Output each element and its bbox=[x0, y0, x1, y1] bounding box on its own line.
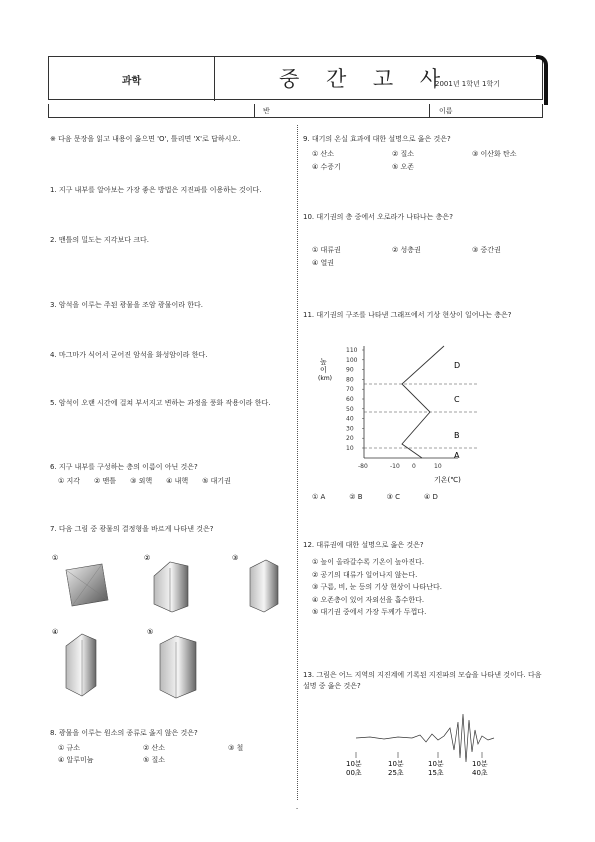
seismic-wave bbox=[356, 714, 494, 762]
column-divider bbox=[297, 125, 298, 800]
seismogram bbox=[340, 700, 500, 782]
question-10: 10. 대기권의 층 중에서 오로라가 나타나는 층은? bbox=[303, 213, 453, 221]
q8-option-5[interactable]: ⑤ 질소 bbox=[143, 756, 166, 764]
q12-option-2[interactable]: ② 공기의 대류가 일어나지 않는다. bbox=[312, 570, 418, 579]
q8-option-1[interactable]: ① 규소 bbox=[58, 744, 81, 752]
q10-options bbox=[312, 245, 547, 268]
crystal-label-2: ② bbox=[144, 554, 151, 562]
graph-xtick-label: -80 bbox=[358, 463, 368, 470]
question-13: 13. 그림은 어느 지역의 지진계에 기록된 지진파의 모습을 나타낸 것이다. 다음 설명 중 옳은 것은? bbox=[303, 671, 542, 690]
q10-option-2[interactable]: ② 성층권 bbox=[392, 246, 421, 254]
graph-ytick-label: 70 bbox=[346, 386, 354, 394]
q12-option-4[interactable]: ④ 오존층이 있어 자외선을 흡수한다. bbox=[312, 595, 425, 604]
q9-option-4[interactable]: ④ 수증기 bbox=[312, 163, 341, 171]
seismo-tick-2-a: 10분 bbox=[388, 760, 404, 768]
question-3: 3. 암석을 이루는 주된 광물을 조암 광물이라 한다. bbox=[50, 301, 203, 309]
subject-label: 과학 bbox=[49, 57, 215, 101]
crystal-label-4: ④ bbox=[52, 628, 59, 636]
graph-ytick-label: 110 bbox=[346, 347, 358, 354]
crystal-prism-4[interactable] bbox=[160, 636, 196, 698]
q6-options bbox=[58, 476, 293, 486]
graph-ytick-label: 60 bbox=[346, 396, 354, 403]
question-12: 12. 대류권에 대한 설명으로 옳은 것은? bbox=[303, 541, 424, 549]
q6-option-5[interactable]: ⑤ 대기권 bbox=[202, 477, 231, 485]
q10-option-1[interactable]: ① 대류권 bbox=[312, 246, 341, 254]
q11-option-4[interactable]: ④ D bbox=[424, 493, 438, 501]
question-11: 11. 대기권의 구조를 나타낸 그래프에서 기상 현상이 일어나는 층은? bbox=[303, 311, 512, 319]
graph-xtick-label: -10 bbox=[390, 463, 400, 470]
question-9: 9. 대기의 온실 효과에 대한 설명으로 옳은 것은? bbox=[303, 135, 451, 143]
layer-d: D bbox=[454, 361, 461, 370]
atmosphere-graph bbox=[318, 340, 488, 488]
crystal-label-5: ⑤ bbox=[147, 628, 154, 636]
instruction: ※ 다음 문장을 읽고 내용이 옳으면 'O', 틀리면 'X'로 답하시오. bbox=[50, 135, 241, 143]
seismo-tick-4-b: 40초 bbox=[472, 769, 488, 777]
q11-option-2[interactable]: ② B bbox=[349, 493, 363, 501]
exam-date: 2001년 1학년 1학기 bbox=[435, 80, 500, 88]
graph-ytick-label: 40 bbox=[346, 415, 354, 423]
crystal-label-1: ① bbox=[52, 554, 59, 562]
graph-ytick-label: 10 bbox=[346, 445, 354, 452]
graph-ytick-label: 80 bbox=[346, 376, 354, 384]
q6-option-3[interactable]: ③ 외핵 bbox=[130, 477, 153, 485]
q8-option-3[interactable]: ③ 철 bbox=[228, 744, 244, 752]
seismo-tick-2-b: 25초 bbox=[388, 769, 404, 777]
layer-a: A bbox=[454, 451, 460, 460]
seismo-tick-3-b: 15초 bbox=[428, 769, 444, 777]
seismo-tick-1-a: 10분 bbox=[346, 760, 362, 768]
crystal-prism-3[interactable] bbox=[66, 634, 96, 696]
question-4: 4. 마그마가 식어서 굳어진 암석을 화성암이라 한다. bbox=[50, 351, 208, 359]
crystal-label-3: ③ bbox=[232, 554, 239, 562]
q8-option-2[interactable]: ② 산소 bbox=[143, 744, 166, 752]
layer-c: C bbox=[454, 395, 460, 404]
graph-xtick-label: 0 bbox=[412, 463, 416, 470]
graph-ytick-label: 20 bbox=[346, 435, 354, 443]
question-6: 6. 지구 내부를 구성하는 층의 이름이 아닌 것은? bbox=[50, 463, 198, 471]
graph-xlabel: 기온(℃) bbox=[434, 476, 461, 484]
name-label: 이름 bbox=[439, 107, 453, 115]
crystal-prism-1[interactable] bbox=[154, 562, 188, 612]
layer-b: B bbox=[454, 431, 460, 440]
temperature-curve bbox=[402, 346, 444, 458]
graph-ytick-label: 50 bbox=[346, 405, 354, 413]
question-7: 7. 다음 그림 중 광물의 결정형을 바르게 나타낸 것은? bbox=[50, 525, 214, 533]
q9-option-5[interactable]: ⑤ 오존 bbox=[392, 163, 415, 171]
q8-options bbox=[58, 743, 293, 765]
graph-ytick-label: 90 bbox=[346, 366, 354, 374]
q6-option-1[interactable]: ① 지각 bbox=[58, 477, 81, 485]
q10-option-4[interactable]: ④ 열권 bbox=[312, 259, 335, 267]
crystal-prism-2[interactable] bbox=[250, 560, 278, 612]
q8-option-4[interactable]: ④ 알루미늄 bbox=[58, 756, 94, 764]
question-8: 8. 광물을 이루는 원소의 종류로 옳지 않은 것은? bbox=[50, 729, 198, 737]
q9-options bbox=[312, 149, 547, 172]
q11-options bbox=[312, 492, 547, 502]
crystal-figures bbox=[52, 550, 292, 720]
seismo-tick-4-a: 10분 bbox=[472, 760, 488, 768]
q12-options bbox=[312, 556, 547, 619]
graph-ylabel-2: 이 bbox=[320, 366, 327, 374]
q11-option-3[interactable]: ③ C bbox=[386, 493, 400, 501]
q6-option-4[interactable]: ④ 내핵 bbox=[166, 477, 189, 485]
graph-xtick-label: 10 bbox=[434, 463, 442, 470]
seismo-tick-3-a: 10분 bbox=[428, 760, 444, 768]
graph-ytick-label: 30 bbox=[346, 425, 354, 433]
graph-ylabel-unit: (km) bbox=[318, 375, 333, 382]
q12-option-5[interactable]: ⑤ 대기권 중에서 가장 두께가 두껍다. bbox=[312, 608, 427, 616]
q9-option-1[interactable]: ① 산소 bbox=[312, 150, 335, 158]
q9-option-3[interactable]: ③ 이산화 탄소 bbox=[472, 150, 517, 158]
graph-ylabel-1: 높 bbox=[320, 358, 327, 366]
name-bar bbox=[48, 104, 543, 118]
q12-option-1[interactable]: ① 높이 올라갈수록 기온이 높아진다. bbox=[312, 558, 425, 566]
header-tab-decoration bbox=[536, 55, 548, 105]
class-label: 반 bbox=[263, 107, 270, 115]
q12-option-3[interactable]: ③ 구름, 비, 눈 등의 기상 현상이 나타난다. bbox=[312, 583, 442, 591]
q10-option-3[interactable]: ③ 중간권 bbox=[472, 246, 501, 254]
seismo-tick-1-b: 00초 bbox=[346, 769, 362, 777]
q6-option-2[interactable]: ② 맨틀 bbox=[94, 477, 117, 485]
page-footer: - bbox=[296, 805, 299, 812]
question-5: 5. 암석이 오랜 시간에 걸쳐 부서지고 변하는 과정을 풍화 작용이라 한다. bbox=[50, 399, 271, 407]
exam-header bbox=[48, 56, 543, 100]
q11-option-1[interactable]: ① A bbox=[312, 493, 326, 501]
graph-ytick-label: 100 bbox=[346, 356, 358, 364]
q9-option-2[interactable]: ② 질소 bbox=[392, 150, 415, 158]
exam-title: 중 간 고 사 bbox=[279, 67, 451, 91]
question-1: 1. 지구 내부를 알아보는 가장 좋은 방법은 지진파를 이용하는 것이다. bbox=[50, 186, 262, 194]
question-2: 2. 맨틀의 밀도는 지각보다 크다. bbox=[50, 236, 149, 244]
